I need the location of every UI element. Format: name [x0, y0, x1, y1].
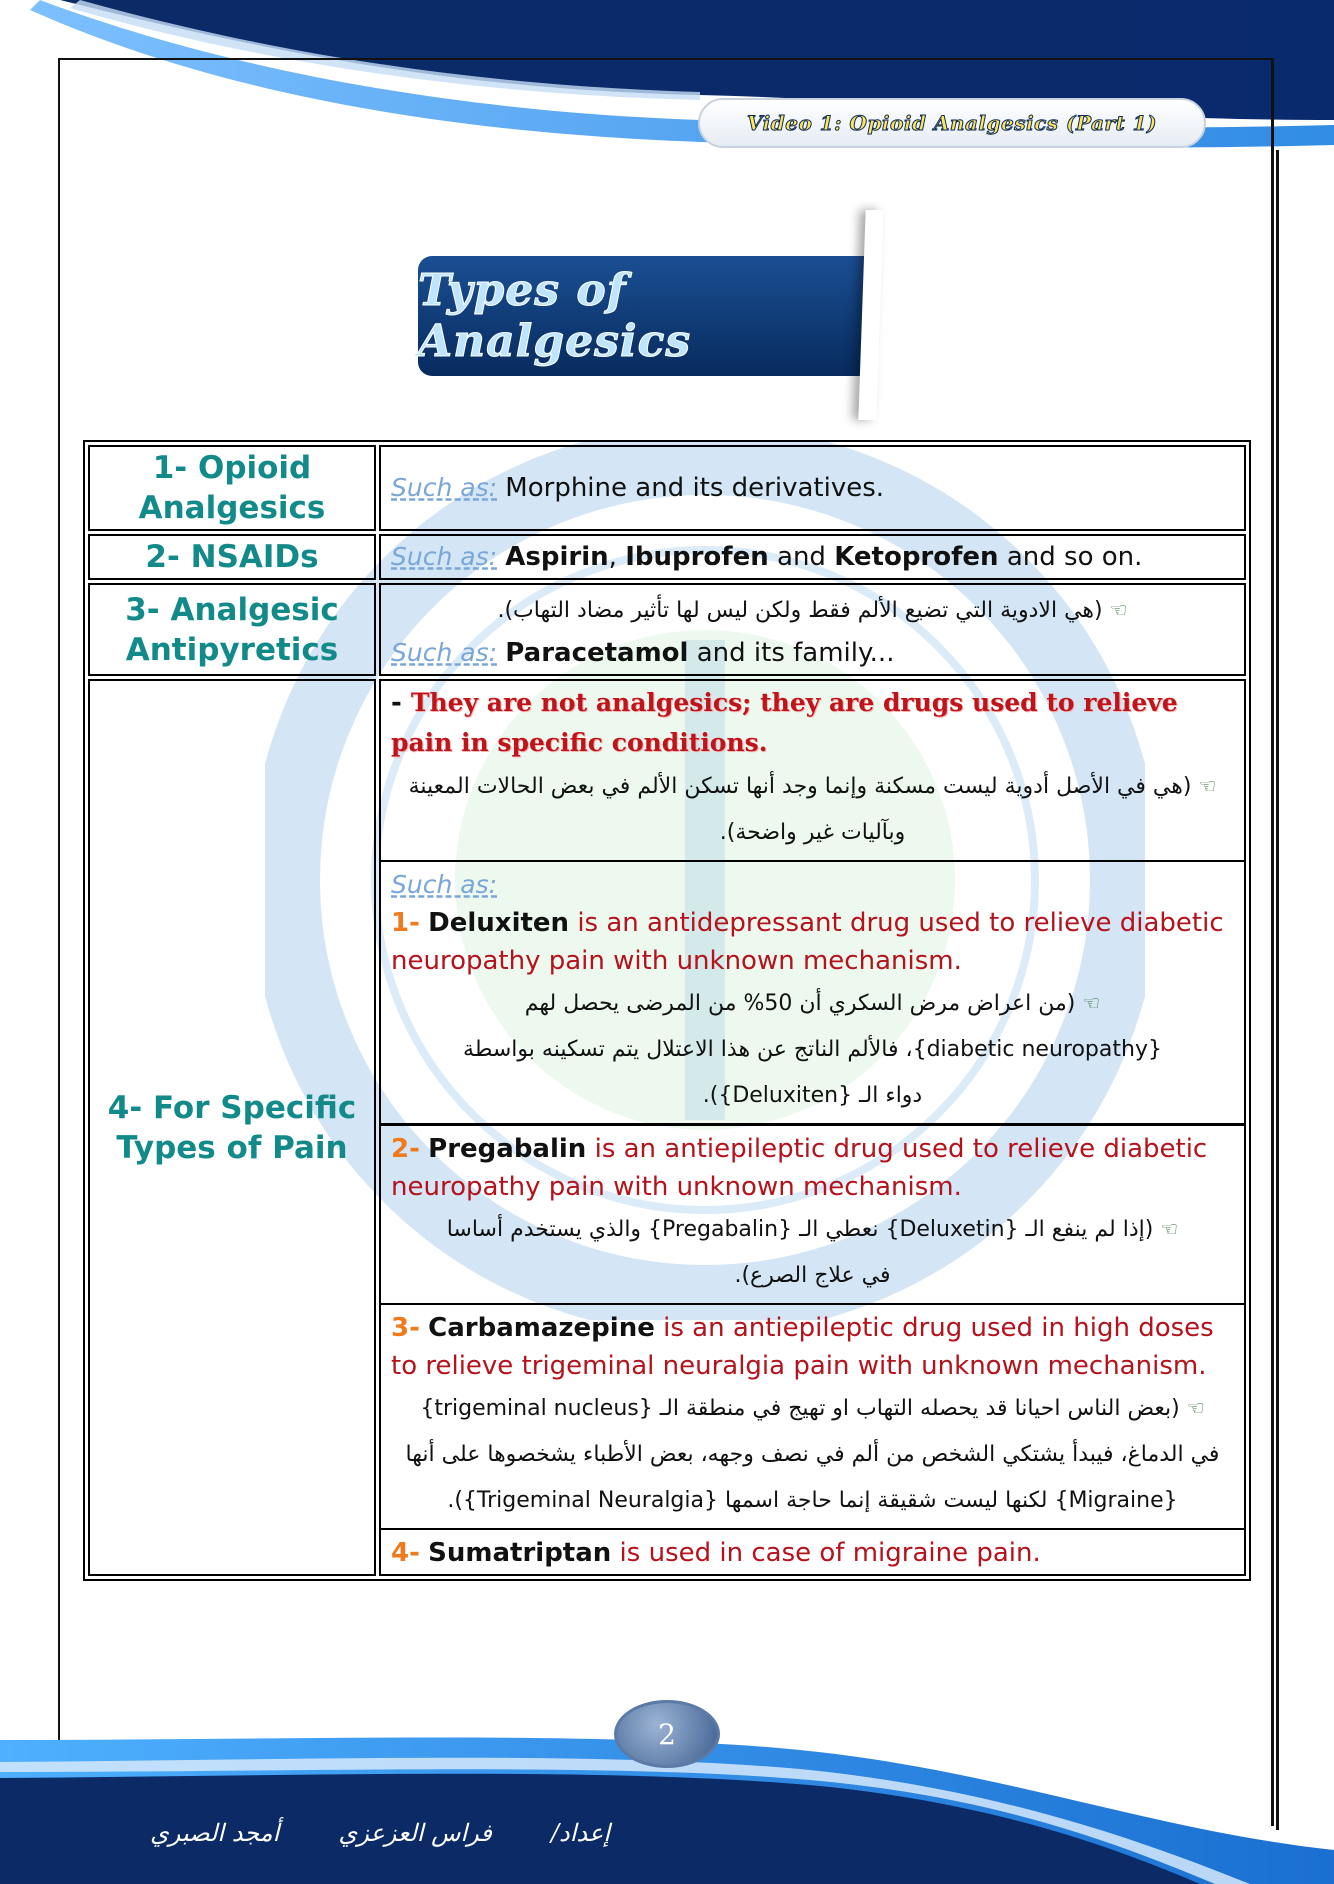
drug-name: Ketoprofen	[834, 542, 999, 572]
video-title-pill	[698, 98, 1206, 148]
row-text: and	[768, 542, 835, 572]
row-text: and so on.	[998, 542, 1143, 572]
table-row	[88, 583, 1246, 676]
row-content	[379, 679, 1246, 1576]
row-label: 4- For Specific Types of Pain	[88, 679, 376, 1576]
drug-name: Sumatriptan	[428, 1538, 612, 1568]
video-title: Video 1: Opioid Analgesics (Part 1)	[746, 111, 1158, 135]
pointing-hand-icon: ☜	[1160, 1217, 1179, 1241]
drug-name: Paracetamol	[505, 638, 689, 668]
row-content	[379, 583, 1246, 676]
page-title: Types of Analgesics	[418, 265, 692, 367]
analgesics-table	[83, 440, 1251, 1581]
arabic-note	[391, 587, 1234, 634]
row-label: 3- Analgesic Antipyretics	[88, 583, 376, 676]
list-item	[391, 1534, 1234, 1572]
divider	[381, 1528, 1244, 1530]
list-item	[391, 904, 1234, 1119]
arabic-text: (هي الادوية التي تضيع الألم فقط ولكن ليس لها تأثير مضاد التهاب).	[497, 598, 1103, 623]
divider	[381, 1303, 1244, 1305]
arabic-text: في علاج الصرع).	[734, 1263, 891, 1288]
pointing-hand-icon: ☜	[1109, 598, 1128, 622]
arabic-text: (إذا لم ينفع الـ {Deluxetin} نعطي الـ {Pregabalin} والذي يستخدم أساسا	[446, 1217, 1154, 1242]
intro-text: They are not analgesics; they are drugs used to relieve pain in specific conditions.	[391, 688, 1178, 757]
drug-name: Aspirin	[505, 542, 609, 572]
table-row	[88, 445, 1246, 531]
drug-description: is an antidepressant drug used to relieve diabetic neuropathy pain with unknown mechanism.	[391, 908, 1224, 976]
table-row	[88, 679, 1246, 1576]
page-number-badge: 2	[614, 1700, 720, 1768]
drug-name: Pregabalin	[428, 1134, 587, 1164]
author-name: أمجد الصبري	[150, 1819, 280, 1847]
row-text: ,	[608, 542, 626, 572]
footer-credits	[150, 1808, 610, 1858]
prepared-by-label: إعداد/	[550, 1819, 610, 1847]
drug-name: Deluxiten	[428, 908, 570, 938]
drug-name: Carbamazepine	[428, 1313, 655, 1343]
arabic-note	[391, 1206, 1234, 1299]
page-frame-shadow	[1276, 150, 1279, 1830]
arabic-text: (هي في الأصل أدوية ليست مسكنة وإنما وجد أنها تسكن الألم في بعض الحالات المعينة وبآليات غير واضحة).	[408, 774, 1192, 845]
row-content	[379, 534, 1246, 580]
row-text: Morphine and its derivatives.	[505, 473, 885, 503]
arabic-text: (من اعراض مرض السكري أن 50% من المرضى يحصل لهم	[524, 991, 1076, 1016]
item-number: 3-	[391, 1313, 420, 1343]
item-number: 1-	[391, 908, 420, 938]
intro-dash: -	[391, 688, 411, 718]
such-as-label: Such as:	[391, 542, 498, 571]
table-row	[88, 534, 1246, 580]
arabic-text: في الدماغ، فيبدأ يشتكي الشخص من ألم في نصف وجهه، بعض الأطباء يشخصوها على أنها	[405, 1442, 1220, 1467]
pointing-hand-icon: ☜	[1186, 1396, 1205, 1420]
arabic-text: دواء الـ {Deluxiten}).	[702, 1083, 923, 1108]
list-item	[391, 1309, 1234, 1524]
row-text: and its family...	[688, 638, 895, 668]
divider	[381, 1123, 1244, 1126]
such-as-label: Such as:	[391, 638, 498, 667]
item-number: 2-	[391, 1134, 420, 1164]
divider	[381, 860, 1244, 862]
arabic-text: {diabetic neuropathy}، فالألم الناتج عن هذا الاعتلال يتم تسكينه بواسطة	[463, 1037, 1162, 1062]
drug-description: is used in case of migraine pain.	[611, 1538, 1041, 1568]
such-as-label: Such as:	[391, 870, 498, 899]
arabic-note	[391, 1385, 1234, 1524]
drug-name: Ibuprofen	[625, 542, 769, 572]
drug-description: is an antiepileptic drug used in high doses to relieve trigeminal neuralgia pain with unknown mechanism.	[391, 1313, 1214, 1381]
list-item	[391, 1130, 1234, 1299]
arabic-note	[391, 980, 1234, 1119]
item-number: 4-	[391, 1538, 420, 1568]
arabic-note	[391, 763, 1234, 856]
row-content	[379, 445, 1246, 531]
pointing-hand-icon: ☜	[1082, 991, 1101, 1015]
arabic-text: {Migraine} لكنها ليست شقيقة إنما حاجة اسمها {Trigeminal Neuralgia}).	[447, 1488, 1178, 1513]
drug-description: is an antiepileptic drug used to relieve diabetic neuropathy pain with unknown mechanism.	[391, 1134, 1208, 1202]
author-name: فراس العزعزي	[338, 1819, 492, 1847]
arabic-text: (بعض الناس احيانا قد يحصله التهاب او تهيج في منطقة الـ {trigeminal nucleus}	[420, 1396, 1180, 1421]
row-label: 1- Opioid Analgesics	[88, 445, 376, 531]
pointing-hand-icon: ☜	[1198, 774, 1217, 798]
row-label: 2- NSAIDs	[88, 534, 376, 580]
specific-intro	[391, 683, 1234, 763]
such-as-label: Such as:	[391, 473, 498, 502]
